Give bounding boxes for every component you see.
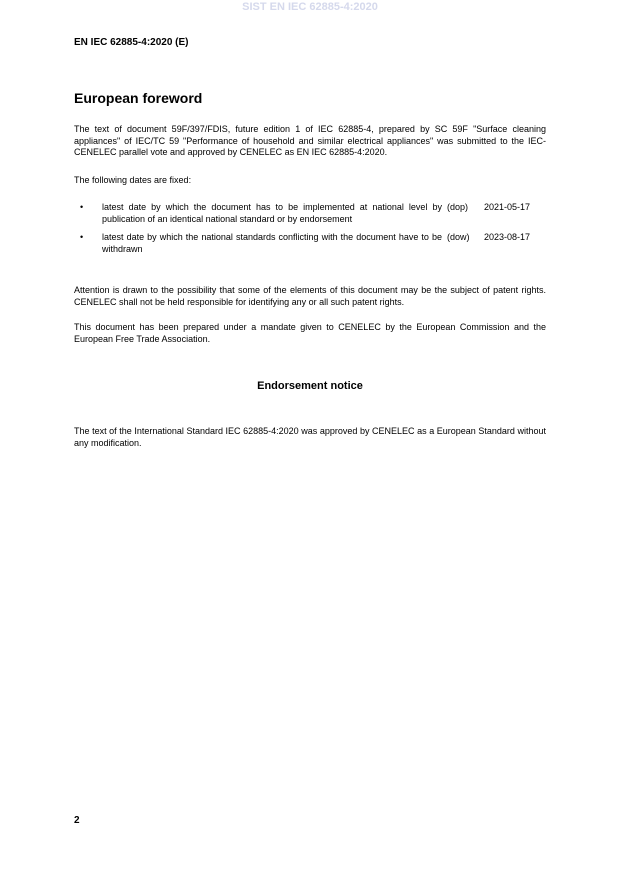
watermark: SIST EN IEC 62885-4:2020 bbox=[242, 1, 378, 13]
document-id-header: EN IEC 62885-4:2020 (E) bbox=[74, 37, 189, 48]
date-item-date: 2023-08-17 bbox=[484, 232, 531, 242]
patent-attention-paragraph: Attention is drawn to the possibility that some of the elements of this document may be the subject of patent rights. CENELEC shall not be held responsible for identifying any or all such patent rights. bbox=[74, 285, 546, 307]
date-item-abbr: (dow) bbox=[447, 232, 470, 242]
date-item-text: latest date by which the document has to be implemented at national level by publication of an identical national standard or by endorsement bbox=[102, 202, 442, 224]
date-item-text: latest date by which the national standards conflicting with the document have to be withdrawn bbox=[102, 232, 442, 254]
foreword-heading: European foreword bbox=[74, 90, 203, 106]
foreword-intro-paragraph: The text of document 59F/397/FDIS, future edition 1 of IEC 62885-4, prepared by SC 59F "Surface cleaning appliances" of IEC/TC 59 "Performance of household and similar electrical appliances" was submitted to the IEC-CENELEC parallel vote and approved by CENELEC as EN IEC 62885-4:2020. bbox=[74, 124, 546, 157]
endorsement-heading: Endorsement notice bbox=[257, 380, 363, 392]
endorsement-paragraph: The text of the International Standard IEC 62885-4:2020 was approved by CENELEC as a European Standard without any modification. bbox=[74, 426, 546, 448]
mandate-paragraph: This document has been prepared under a mandate given to CENELEC by the European Commission and the European Free Trade Association. bbox=[74, 322, 546, 344]
page-number: 2 bbox=[74, 815, 80, 826]
date-item-abbr: (dop) bbox=[447, 202, 469, 212]
dates-intro: The following dates are fixed: bbox=[74, 175, 192, 185]
date-item-date: 2021-05-17 bbox=[484, 202, 531, 212]
bullet-marker: • bbox=[80, 232, 84, 242]
bullet-marker: • bbox=[80, 202, 84, 212]
